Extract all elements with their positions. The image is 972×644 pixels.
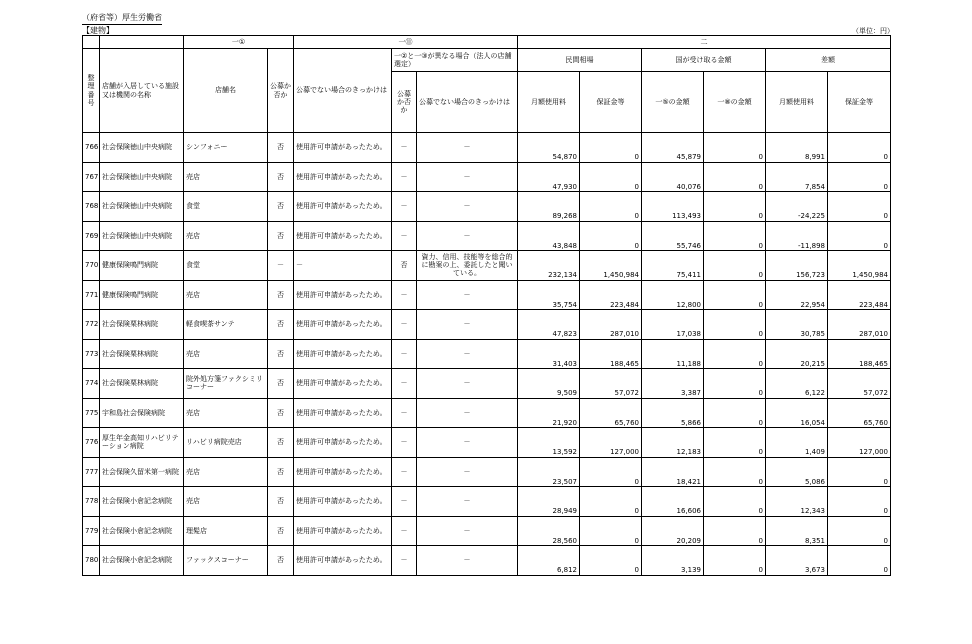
col-dif-dep-header: 保証金等 — [828, 72, 891, 133]
public2-flag: － — [392, 280, 417, 310]
public-flag: 否 — [268, 546, 294, 576]
facility-name: 社会保険栗林病院 — [100, 310, 184, 340]
received-5-amount: 17,038 — [642, 310, 704, 340]
market-deposit: 0 — [580, 162, 642, 192]
row-number: 775 — [83, 398, 100, 428]
difference-header: 差額 — [766, 49, 891, 72]
ministry-label: （府省等）厚生労働省 — [82, 12, 162, 25]
table-row — [83, 221, 891, 251]
received-8-amount: 0 — [704, 251, 766, 281]
col-public-header: 公募か否か — [268, 49, 294, 133]
row-number: 767 — [83, 162, 100, 192]
difference-deposit: 0 — [828, 133, 891, 163]
public-flag: 否 — [268, 428, 294, 458]
col-facility-header: 店舗が入居している施設又は機関の名称 — [100, 49, 184, 133]
received-8-amount: 0 — [704, 339, 766, 369]
lease-table — [82, 35, 891, 576]
public2-flag: － — [392, 369, 417, 399]
facility-name: 健康保険鳴門病院 — [100, 280, 184, 310]
market-rent: 232,134 — [518, 251, 580, 281]
table-body — [83, 133, 891, 576]
row-number: 770 — [83, 251, 100, 281]
public-flag: 否 — [268, 221, 294, 251]
difference-rent: 30,785 — [766, 310, 828, 340]
reason-text: － — [294, 251, 392, 281]
market-rent: 43,848 — [518, 221, 580, 251]
reason-text: 使用許可申請があったため。 — [294, 280, 392, 310]
store-name: 理髪店 — [184, 516, 268, 546]
market-deposit: 0 — [580, 221, 642, 251]
reason2-text: 資力、信用、技能等を総合的に勘案の上、委託したと聞いている。 — [417, 251, 518, 281]
public-flag: 否 — [268, 192, 294, 222]
reason2-text: － — [417, 428, 518, 458]
col-store-header: 店舗名 — [184, 49, 268, 133]
table-row — [83, 339, 891, 369]
received-5-amount: 12,800 — [642, 280, 704, 310]
reason-text: 使用許可申請があったため。 — [294, 192, 392, 222]
difference-rent: 8,351 — [766, 516, 828, 546]
difference-rent: 7,854 — [766, 162, 828, 192]
store-name: リハビリ病院売店 — [184, 428, 268, 458]
store-name: 売店 — [184, 221, 268, 251]
row-number: 771 — [83, 280, 100, 310]
received-5-amount: 3,139 — [642, 546, 704, 576]
table-row — [83, 546, 891, 576]
difference-rent: -24,225 — [766, 192, 828, 222]
market-header: 民間相場 — [518, 49, 642, 72]
market-deposit: 0 — [580, 487, 642, 517]
col-dif-rent-header: 月額使用料 — [766, 72, 828, 133]
difference-deposit: 0 — [828, 457, 891, 487]
facility-name: 社会保険徳山中央病院 — [100, 162, 184, 192]
store-name: ファックスコーナー — [184, 546, 268, 576]
table-row — [83, 487, 891, 517]
row-number: 776 — [83, 428, 100, 458]
received-5-amount: 45,879 — [642, 133, 704, 163]
difference-rent: 1,409 — [766, 428, 828, 458]
group-1-header: 一① — [184, 36, 294, 49]
facility-name: 社会保険小倉記念病院 — [100, 546, 184, 576]
table-row — [83, 192, 891, 222]
received-8-amount: 0 — [704, 428, 766, 458]
row-number: 772 — [83, 310, 100, 340]
public-flag: 否 — [268, 487, 294, 517]
received-8-amount: 0 — [704, 487, 766, 517]
category-label: 【建物】 — [82, 26, 114, 35]
received-8-amount: 0 — [704, 516, 766, 546]
received-8-amount: 0 — [704, 398, 766, 428]
market-deposit: 127,000 — [580, 428, 642, 458]
difference-rent: 20,215 — [766, 339, 828, 369]
reason2-text: － — [417, 398, 518, 428]
public2-flag: 否 — [392, 251, 417, 281]
public2-flag: － — [392, 457, 417, 487]
table-row — [83, 398, 891, 428]
public-flag: 否 — [268, 516, 294, 546]
market-rent: 9,509 — [518, 369, 580, 399]
public2-flag: － — [392, 310, 417, 340]
diff-case-header: 一②と一③が異なる場合（法人の店舗選定） — [392, 49, 518, 72]
row-number: 766 — [83, 133, 100, 163]
store-name: 院外処方箋ファクシミリコーナー — [184, 369, 268, 399]
table-row — [83, 516, 891, 546]
received-8-amount: 0 — [704, 133, 766, 163]
market-deposit: 287,010 — [580, 310, 642, 340]
public2-flag: － — [392, 221, 417, 251]
difference-deposit: 0 — [828, 221, 891, 251]
public-flag: 否 — [268, 457, 294, 487]
reason-text: 使用許可申請があったため。 — [294, 546, 392, 576]
store-name: 食堂 — [184, 192, 268, 222]
public-flag: 否 — [268, 310, 294, 340]
public2-flag: － — [392, 546, 417, 576]
market-rent: 31,403 — [518, 339, 580, 369]
reason2-text: － — [417, 487, 518, 517]
col-reason-header: 公募でない場合のきっかけは — [294, 49, 392, 133]
store-name: 食堂 — [184, 251, 268, 281]
market-deposit: 65,760 — [580, 398, 642, 428]
public2-flag: － — [392, 516, 417, 546]
received-5-amount: 16,606 — [642, 487, 704, 517]
received-5-amount: 11,188 — [642, 339, 704, 369]
table-row — [83, 428, 891, 458]
facility-name: 宇和島社会保険病院 — [100, 398, 184, 428]
received-5-amount: 20,209 — [642, 516, 704, 546]
row-number: 769 — [83, 221, 100, 251]
col-rcv8-header: 一⑧の金額 — [704, 72, 766, 133]
store-name: 売店 — [184, 280, 268, 310]
reason-text: 使用許可申請があったため。 — [294, 310, 392, 340]
public-flag: 否 — [268, 339, 294, 369]
reason2-text: － — [417, 516, 518, 546]
public-flag: 否 — [268, 280, 294, 310]
public2-flag: － — [392, 133, 417, 163]
received-8-amount: 0 — [704, 280, 766, 310]
col-rcv5-header: 一⑤の金額 — [642, 72, 704, 133]
received-5-amount: 3,387 — [642, 369, 704, 399]
market-deposit: 0 — [580, 457, 642, 487]
table-row — [83, 280, 891, 310]
reason-text: 使用許可申請があったため。 — [294, 428, 392, 458]
store-name: 軽食喫茶サンテ — [184, 310, 268, 340]
public-flag: 否 — [268, 162, 294, 192]
facility-name: 社会保険久留米第一病院 — [100, 457, 184, 487]
row-number: 774 — [83, 369, 100, 399]
row-number: 779 — [83, 516, 100, 546]
market-rent: 47,823 — [518, 310, 580, 340]
reason-text: 使用許可申請があったため。 — [294, 162, 392, 192]
col-public2-header: 公募か否か — [392, 72, 417, 133]
facility-name: 健康保険鳴門病院 — [100, 251, 184, 281]
market-deposit: 0 — [580, 133, 642, 163]
group-2-header: 二 — [518, 36, 891, 49]
col-no-header: 整理番号 — [83, 49, 100, 133]
received-8-amount: 0 — [704, 457, 766, 487]
reason-text: 使用許可申請があったため。 — [294, 516, 392, 546]
received-8-amount: 0 — [704, 310, 766, 340]
table-row — [83, 457, 891, 487]
table-row — [83, 369, 891, 399]
difference-deposit: 127,000 — [828, 428, 891, 458]
difference-deposit: 57,072 — [828, 369, 891, 399]
reason2-text: － — [417, 310, 518, 340]
market-deposit: 1,450,984 — [580, 251, 642, 281]
market-rent: 28,560 — [518, 516, 580, 546]
store-name: シンフォニー — [184, 133, 268, 163]
table-row — [83, 133, 891, 163]
difference-rent: -11,898 — [766, 221, 828, 251]
market-deposit: 223,484 — [580, 280, 642, 310]
market-rent: 6,812 — [518, 546, 580, 576]
market-rent: 23,507 — [518, 457, 580, 487]
market-rent: 35,754 — [518, 280, 580, 310]
difference-deposit: 287,010 — [828, 310, 891, 340]
market-rent: 13,592 — [518, 428, 580, 458]
difference-rent: 156,723 — [766, 251, 828, 281]
difference-deposit: 0 — [828, 192, 891, 222]
reason-text: 使用許可申請があったため。 — [294, 457, 392, 487]
difference-rent: 3,673 — [766, 546, 828, 576]
group-11-header: 一⑪ — [294, 36, 518, 49]
public-flag: 否 — [268, 369, 294, 399]
facility-name: 社会保険栗林病院 — [100, 369, 184, 399]
public2-flag: － — [392, 487, 417, 517]
store-name: 売店 — [184, 339, 268, 369]
received-8-amount: 0 — [704, 546, 766, 576]
facility-name: 社会保険徳山中央病院 — [100, 192, 184, 222]
difference-deposit: 0 — [828, 546, 891, 576]
received-8-amount: 0 — [704, 162, 766, 192]
difference-rent: 16,054 — [766, 398, 828, 428]
col-mkt-rent-header: 月額使用料 — [518, 72, 580, 133]
facility-name: 社会保険栗林病院 — [100, 339, 184, 369]
col-reason2-header: 公募でない場合のきっかけは — [417, 72, 518, 133]
reason2-text: － — [417, 339, 518, 369]
received-5-amount: 113,493 — [642, 192, 704, 222]
received-5-amount: 18,421 — [642, 457, 704, 487]
received-8-amount: 0 — [704, 192, 766, 222]
public2-flag: － — [392, 428, 417, 458]
reason-text: 使用許可申請があったため。 — [294, 339, 392, 369]
reason2-text: － — [417, 369, 518, 399]
received-5-amount: 55,746 — [642, 221, 704, 251]
difference-deposit: 65,760 — [828, 398, 891, 428]
market-deposit: 0 — [580, 546, 642, 576]
reason2-text: － — [417, 162, 518, 192]
difference-deposit: 188,465 — [828, 339, 891, 369]
table-row — [83, 310, 891, 340]
difference-deposit: 0 — [828, 516, 891, 546]
reason-text: 使用許可申請があったため。 — [294, 398, 392, 428]
public-flag: － — [268, 251, 294, 281]
reason2-text: － — [417, 192, 518, 222]
difference-rent: 5,086 — [766, 457, 828, 487]
difference-deposit: 223,484 — [828, 280, 891, 310]
facility-name: 社会保険徳山中央病院 — [100, 221, 184, 251]
market-rent: 47,930 — [518, 162, 580, 192]
row-number: 768 — [83, 192, 100, 222]
difference-deposit: 1,450,984 — [828, 251, 891, 281]
reason2-text: － — [417, 457, 518, 487]
received-5-amount: 12,183 — [642, 428, 704, 458]
reason-text: 使用許可申請があったため。 — [294, 487, 392, 517]
difference-rent: 6,122 — [766, 369, 828, 399]
market-rent: 21,920 — [518, 398, 580, 428]
facility-name: 厚生年金高知リハビリテーション病院 — [100, 428, 184, 458]
reason-text: 使用許可申請があったため。 — [294, 133, 392, 163]
reason-text: 使用許可申請があったため。 — [294, 221, 392, 251]
reason2-text: － — [417, 133, 518, 163]
difference-rent: 8,991 — [766, 133, 828, 163]
reason2-text: － — [417, 280, 518, 310]
received-5-amount: 40,076 — [642, 162, 704, 192]
market-deposit: 57,072 — [580, 369, 642, 399]
received-5-amount: 75,411 — [642, 251, 704, 281]
market-deposit: 0 — [580, 516, 642, 546]
reason-text: 使用許可申請があったため。 — [294, 369, 392, 399]
store-name: 売店 — [184, 457, 268, 487]
row-number: 773 — [83, 339, 100, 369]
store-name: 売店 — [184, 398, 268, 428]
public-flag: 否 — [268, 133, 294, 163]
market-rent: 54,870 — [518, 133, 580, 163]
public2-flag: － — [392, 398, 417, 428]
reason2-text: － — [417, 221, 518, 251]
received-header: 国が受け取る金額 — [642, 49, 766, 72]
market-rent: 89,268 — [518, 192, 580, 222]
market-rent: 28,949 — [518, 487, 580, 517]
market-deposit: 0 — [580, 192, 642, 222]
public2-flag: － — [392, 192, 417, 222]
row-number: 777 — [83, 457, 100, 487]
store-name: 売店 — [184, 162, 268, 192]
col-mkt-dep-header: 保証金等 — [580, 72, 642, 133]
row-number: 778 — [83, 487, 100, 517]
difference-deposit: 0 — [828, 162, 891, 192]
received-8-amount: 0 — [704, 369, 766, 399]
facility-name: 社会保険小倉記念病院 — [100, 516, 184, 546]
market-deposit: 188,465 — [580, 339, 642, 369]
row-number: 780 — [83, 546, 100, 576]
store-name: 売店 — [184, 487, 268, 517]
received-8-amount: 0 — [704, 221, 766, 251]
received-5-amount: 5,866 — [642, 398, 704, 428]
facility-name: 社会保険徳山中央病院 — [100, 133, 184, 163]
table-row — [83, 162, 891, 192]
facility-name: 社会保険小倉記念病院 — [100, 487, 184, 517]
public2-flag: － — [392, 162, 417, 192]
reason2-text: － — [417, 546, 518, 576]
unit-label: （単位：円） — [852, 27, 894, 35]
difference-rent: 22,954 — [766, 280, 828, 310]
difference-rent: 12,343 — [766, 487, 828, 517]
table-row — [83, 251, 891, 281]
difference-deposit: 0 — [828, 487, 891, 517]
public-flag: 否 — [268, 398, 294, 428]
public2-flag: － — [392, 339, 417, 369]
